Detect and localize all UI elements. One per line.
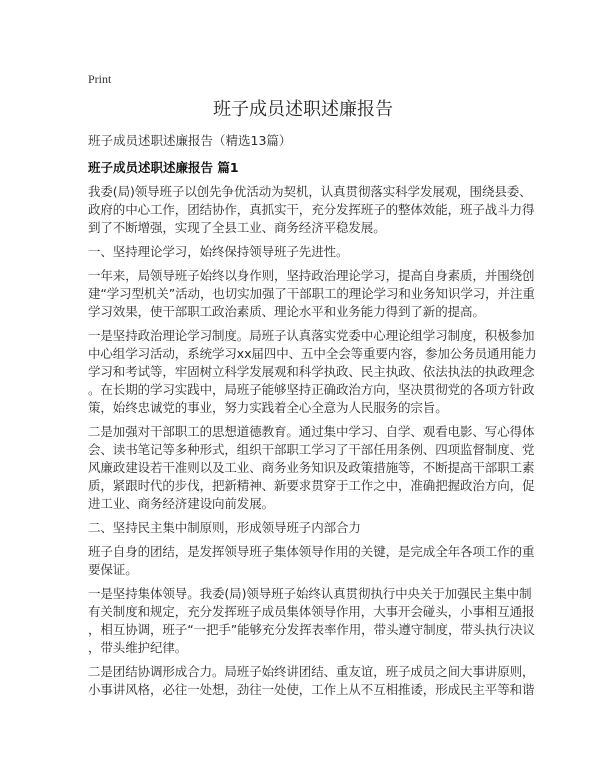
paragraph — [88, 243, 518, 261]
paragraph-line: ，相互协调，班子“一把手”能够充分发挥表率作用，带头遵守制度，带头执行决议 — [88, 622, 535, 637]
paragraph-line: ，带头维护纪律。 — [88, 640, 188, 655]
paragraph-line: 二是团结协调形成合力。局班子始终讲团结、重友谊，班子成员之间大事讲原则， — [88, 664, 535, 679]
paragraph-line: 二、坚持民主集中制原则，形成领导班子内部合力 — [88, 520, 361, 535]
paragraph — [88, 543, 535, 579]
paragraph — [88, 519, 518, 537]
paragraph-line: 政府的中心工作，团结协作，真抓实干，充分发挥班子的整体效能，班子战斗力得 — [88, 202, 535, 217]
paragraph-line: 有关制度和规定，充分发挥班子成员集体领导作用，大事开会碰头，小事相互通报 — [88, 604, 535, 619]
paragraph-line: 一、坚持理论学习，始终保持领导班子先进性。 — [88, 244, 349, 259]
print-label: Print — [88, 72, 112, 86]
paragraph-line: 一是坚持政治理论学习制度。局班子认真落实党委中心理论组学习制度，积极参加 — [88, 328, 535, 343]
paragraph — [88, 423, 535, 513]
paragraph-line: 一年来，局领导班子始终以身作则，坚持政治理论学习，提高自身素质，并围绕创 — [88, 268, 535, 283]
paragraph — [88, 327, 537, 417]
document-subtitle: 班子成员述职述廉报告（精选13篇） — [88, 133, 292, 148]
document-page — [88, 70, 537, 699]
paragraph-line: 一是坚持集体领导。我委(局)领导班子始终认真贯彻执行中央关于加强民主集中制 — [88, 586, 532, 601]
paragraph-line: 学习效果，使干部职工政治素质、理论水平和业务能力得到了新的提高。 — [88, 304, 485, 319]
paragraph — [88, 663, 535, 699]
paragraph — [88, 267, 535, 321]
paragraph-line: 二是加强对干部职工的思想道德教育。通过集中学习、自学、观看电影、写心得体 — [88, 424, 535, 439]
paragraph-line: 学习和考试等，牢固树立科学发展观和科学执政、民主执政、依法执法的执政理念 — [88, 364, 535, 379]
paragraph-line: 策，始终忠诚党的事业，努力实践着全心全意为人民服务的宗旨。 — [88, 400, 448, 415]
document-body — [88, 183, 537, 699]
paragraph-line: 中心组学习活动，系统学习xx届四中、五中全会等重要内容，参加公务员通用能力 — [88, 346, 537, 361]
paragraph-line: 建“学习型机关”活动，也切实加强了干部职工的理论学习和业务知识学习，并注重 — [88, 286, 535, 301]
paragraph-line: 会、读书笔记等多种形式，组织干部职工学习了干部任用条例、四项监督制度、党 — [88, 442, 535, 457]
document-title: 班子成员述职述廉报告 — [213, 99, 393, 120]
paragraph — [88, 585, 535, 657]
paragraph-line: 到了不断增强，实现了全县工业、商务经济平稳发展。 — [88, 220, 386, 235]
paragraph-line: 进工业、商务经济建设向前发展。 — [88, 496, 275, 511]
paragraph-line: 。在长期的学习实践中，局班子能够坚持正确政治方向，坚决贯彻党的各项方针政 — [88, 382, 535, 397]
paragraph-line: 质，紧跟时代的步伐，把新精神、新要求贯穿于工作之中，准确把握政治方向，促 — [88, 478, 535, 493]
paragraph-line: 小事讲风格，必往一处想，劲往一处使，工作上从不互相推诿，形成民主平等和谐 — [88, 682, 535, 697]
paragraph — [88, 183, 535, 237]
paragraph-line: 要保证。 — [88, 562, 138, 577]
paragraph-line: 风廉政建设若干准则以及工业、商务业务知识及政策措施等，不断提高干部职工素 — [88, 460, 535, 475]
paragraph-line: 班子自身的团结，是发挥领导班子集体领导作用的关键，是完成全年各项工作的重 — [88, 544, 535, 559]
section-heading: 班子成员述职述廉报告 篇1 — [88, 160, 239, 175]
paragraph-line: 我委(局)领导班子以创先争优活动为契机，认真贯彻落实科学发展观，围绕县委、 — [88, 184, 532, 199]
